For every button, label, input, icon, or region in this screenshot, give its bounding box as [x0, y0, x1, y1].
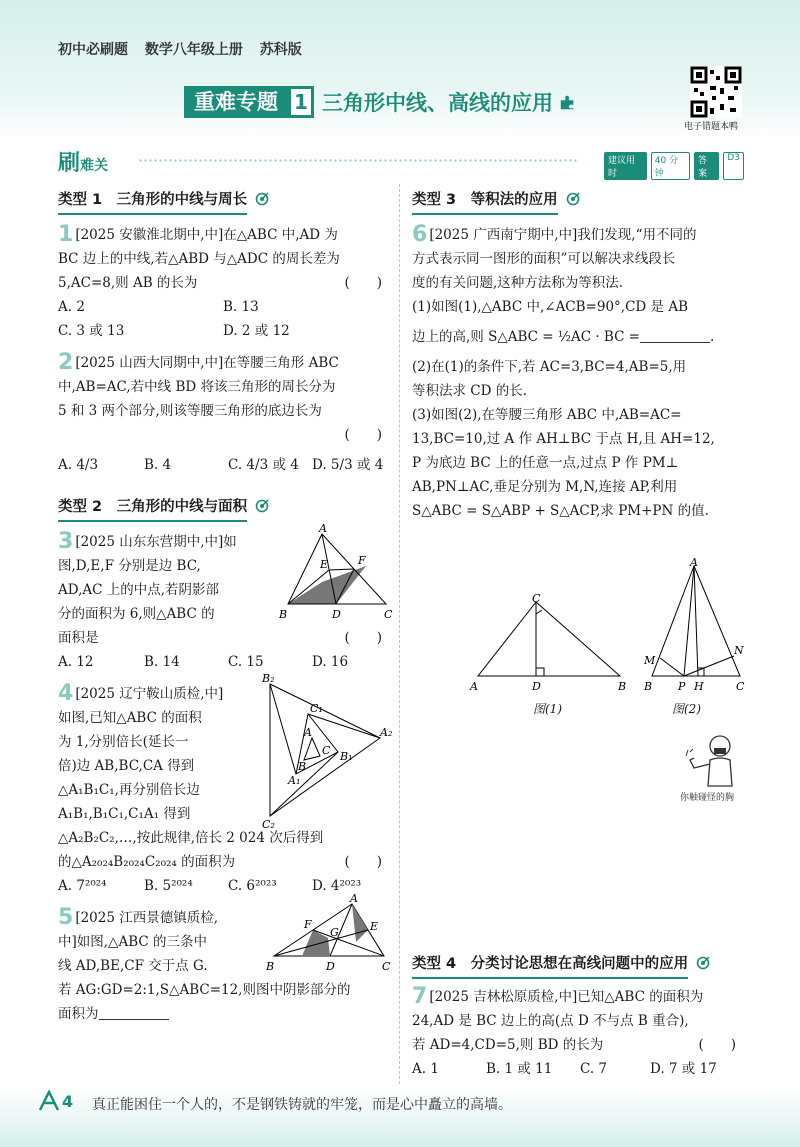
q2-option-a[interactable]: A. 4/3 [58, 457, 99, 473]
q7-option-a[interactable]: A. 1 [412, 1061, 439, 1077]
q1-option-b[interactable]: B. 13 [223, 299, 259, 315]
qr-label: 电子错题本鸭 [684, 122, 739, 132]
q4-label-a: A [304, 726, 312, 739]
fig2-label-p: P [678, 680, 686, 693]
question-7-number: 7 [412, 984, 428, 1009]
q1-option-d[interactable]: D. 2 或 12 [223, 323, 290, 339]
q3-line-2: 图,D,E,F 分别是边 BC, [58, 558, 201, 574]
q1-line-2: BC 边上的中线,若△ABD 与△ADC 的周长差为 [58, 251, 340, 267]
time-value: 40 分钟 [651, 152, 690, 180]
fig1-label-b: B [618, 680, 627, 693]
q3-answer-paren: ( ) [344, 630, 382, 646]
q6-line-1: [2025 广西南宁期中,中]我们发现,“用不同的 [429, 227, 697, 243]
q4-option-a[interactable]: A. 7²⁰²⁴ [58, 878, 107, 894]
q2-options [58, 453, 392, 477]
fig2-label-a: A [690, 556, 698, 569]
q4-label-c2: C₂ [262, 818, 275, 831]
footer-logo-icon [38, 1090, 60, 1112]
q4-label-c: C [322, 744, 331, 757]
q4-line-1: [2025 辽宁鞍山质检,中] [75, 686, 224, 702]
q3-option-a[interactable]: A. 12 [58, 654, 94, 670]
q3-option-d[interactable]: D. 16 [312, 654, 349, 670]
q5-label-b: B [266, 960, 275, 973]
q3-label-e: E [320, 558, 329, 571]
target-icon [255, 192, 269, 206]
question-1-number: 1 [58, 222, 74, 247]
q2-line-2: 中,AB=AC,若中线 BD 将该三角形的周长分为 [58, 379, 336, 395]
q5-line-1: [2025 江西景德镇质检, [75, 910, 219, 926]
question-4 [58, 672, 393, 898]
q7-answer-paren: ( ) [698, 1037, 736, 1053]
answer-label: 答案 [694, 152, 719, 180]
q1-option-a[interactable]: A. 2 [58, 299, 85, 315]
book-header [58, 39, 314, 59]
q1-line-1: [2025 安徽淮北期中,中]在△ABC 中,AD 为 [75, 227, 338, 243]
q6-figure-1 [468, 592, 630, 696]
q7-option-c[interactable]: C. 7 [580, 1061, 608, 1077]
section-3-title [412, 188, 746, 215]
fig2-caption: 图(2) [672, 702, 701, 716]
q3-label-d: D [332, 608, 341, 621]
q5-figure [266, 892, 392, 980]
target-icon [566, 192, 580, 206]
q3-option-c[interactable]: C. 15 [228, 654, 264, 670]
q4-label-b: B [298, 760, 307, 773]
q5-line-2: 中]如图,△ABC 的三条中 [58, 934, 207, 950]
q6-part-3-line-5: S△ABC = S△ABP + S△ACP,求 PM+PN 的值. [412, 503, 709, 519]
q6-part-3-line-2: 13,BC=10,过 A 作 AH⊥BC 于点 H,且 AH=12, [412, 431, 715, 447]
q3-line-3: AD,AC 上的中点,若阴影部 [58, 582, 220, 598]
fig1-label-d: D [532, 680, 541, 693]
q3-option-b[interactable]: B. 14 [144, 654, 180, 670]
q3-line-1: [2025 山东东营期中,中]如 [75, 534, 237, 550]
fig2-label-h: H [694, 680, 704, 693]
brush-small: 难关 [80, 158, 109, 174]
fig1-label-a: A [470, 680, 478, 693]
question-5 [58, 892, 392, 1026]
subject-name: 数学八年级上册 [144, 42, 243, 58]
question-6-number: 6 [412, 222, 428, 247]
q2-option-b[interactable]: B. 4 [144, 457, 172, 473]
q5-label-a: A [350, 892, 358, 905]
q3-line-4: 分的面积为 6,则△ABC 的 [58, 606, 215, 622]
q4-option-d[interactable]: D. 4²⁰²³ [312, 878, 362, 894]
page-number: 4 [62, 1092, 74, 1111]
thumbs-up-doodle-icon [676, 730, 746, 788]
q5-line-3: 线 AD,BE,CF 交于点 G. [58, 958, 208, 974]
q2-option-d[interactable]: D. 5/3 或 4 [312, 457, 384, 473]
q6-answer-blank[interactable] [640, 329, 710, 343]
doodle-label: 你触碰怪的胸 [680, 793, 735, 803]
q1-options [58, 295, 392, 319]
q3-label-a: A [319, 522, 327, 535]
time-label: 建议用时 [604, 152, 647, 180]
q5-line-4: 若 AG:GD=2:1,S△ABC=12,则图中阴影部分的 [58, 982, 351, 998]
q2-line-3: 5 和 3 两个部分,则该等腰三角形的底边长为 [58, 403, 322, 419]
right-column [412, 188, 746, 523]
column-divider [399, 184, 400, 1084]
q7-line-1: [2025 吉林松原质检,中]已知△ABC 的面积为 [429, 989, 704, 1005]
q4-line-8: 的△A₂₀₂₄B₂₀₂₄C₂₀₂₄ 的面积为 [58, 854, 236, 870]
q4-line-7: △A₂B₂C₂,…,按此规律,倍长 2 024 次后得到 [58, 830, 324, 846]
section-1-label: 类型 1 三角形的中线与周长 [58, 188, 247, 215]
dotted-divider [138, 158, 578, 164]
q4-line-6: A₁B₁,B₁C₁,C₁A₁ 得到 [58, 806, 191, 822]
target-icon [255, 499, 269, 513]
q5-answer-blank[interactable] [99, 1006, 169, 1020]
q3-label-c: C [384, 608, 393, 621]
qr-code-icon[interactable] [690, 66, 742, 118]
question-7 [412, 985, 746, 1081]
q3-line-5: 面积是 [58, 630, 99, 646]
q6-figure-2 [640, 558, 750, 698]
q7-options [412, 1057, 746, 1081]
brush-title [58, 146, 108, 177]
q6-line-3: 度的有关问题,这种方法称为等积法. [412, 275, 624, 291]
q4-line-2: 如图,已知△ABC 的面积 [58, 710, 202, 726]
q7-line-3: 若 AD=4,CD=5,则 BD 的长为 [412, 1037, 604, 1053]
question-2-number: 2 [58, 350, 74, 375]
q6-line-2: 方式表示同一图形的面积”可以解决求线段长 [412, 251, 676, 267]
q6-part-3-line-4: AB,PN⊥AC,垂足分别为 M,N,连接 AP,利用 [412, 479, 678, 495]
title-left: 重难专题 [184, 86, 288, 118]
fig2-label-c: C [736, 680, 745, 693]
question-3-number: 3 [58, 529, 74, 554]
q6-part-2-line-1: (2)在(1)的条件下,若 AC=3,BC=4,AB=5,用 [412, 359, 687, 375]
q4-answer-paren: ( ) [344, 854, 382, 870]
fig2-label-b: B [644, 680, 653, 693]
q5-label-c: C [382, 960, 391, 973]
q4-options [58, 874, 392, 898]
q3-options [58, 650, 392, 674]
section-2-title [58, 495, 392, 522]
q4-option-b[interactable]: B. 5²⁰²⁴ [144, 878, 193, 894]
q4-label-b2: B₂ [262, 672, 275, 685]
q3-figure [276, 522, 396, 626]
q2-option-c[interactable]: C. 4/3 或 4 [228, 457, 299, 473]
q2-answer-paren: ( ) [344, 427, 382, 443]
section-1-title [58, 188, 392, 215]
q4-label-c1: C₁ [310, 702, 323, 715]
puzzle-icon [559, 93, 577, 111]
brush-row [58, 146, 744, 179]
q5-label-d: D [326, 960, 335, 973]
fig1-caption: 图(1) [533, 702, 562, 716]
section-4-label: 类型 4 分类讨论思想在高线问题中的应用 [412, 952, 688, 979]
fig2-label-n: N [734, 644, 744, 657]
section-4-title [412, 952, 746, 979]
time-tags [604, 152, 744, 180]
q2-line-1: [2025 山西大同期中,中]在等腰三角形 ABC [75, 355, 339, 371]
target-icon [696, 956, 710, 970]
question-5-number: 5 [58, 905, 74, 930]
q7-option-b[interactable]: B. 1 或 11 [486, 1061, 553, 1077]
q7-line-2: 24,AD 是 BC 边上的高(点 D 不与点 B 重合), [412, 1013, 689, 1029]
section-3-label: 类型 3 等积法的应用 [412, 188, 558, 215]
q6-part-3-line-3: P 为底边 BC 上的任意一点,过点 P 作 PM⊥ [412, 455, 679, 471]
q4-line-5: △A₁B₁C₁,再分别倍长边 [58, 782, 200, 798]
q1-answer-paren: ( ) [344, 275, 382, 291]
q4-label-a2: A₂ [380, 726, 393, 739]
answer-page: D3 [723, 152, 744, 180]
q1-line-3: 5,AC=8,则 AB 的长为 [58, 275, 198, 291]
q1-options-row2 [58, 319, 392, 343]
q5-line-5: 面积为 [58, 1006, 99, 1022]
q5-label-f: F [304, 918, 312, 931]
q3-label-b: B [279, 608, 288, 621]
q7-option-d[interactable]: D. 7 或 17 [650, 1061, 717, 1077]
question-1 [58, 223, 392, 343]
q4-option-c[interactable]: C. 6²⁰²³ [228, 878, 277, 894]
q6-part-2-line-2: 等积法求 CD 的长. [412, 383, 528, 399]
q4-figure [256, 672, 393, 831]
series-name: 初中必刷题 [58, 42, 128, 58]
left-column [58, 188, 392, 1026]
page-title [184, 84, 577, 120]
fig2-label-m: M [644, 654, 656, 667]
question-2 [58, 351, 392, 477]
q5-label-e: E [370, 920, 379, 933]
brush-big: 刷 [58, 151, 81, 176]
q4-line-3: 为 1,分别倍长(延长一 [58, 734, 189, 750]
q5-label-g: G [330, 926, 339, 939]
question-4-number: 4 [58, 681, 74, 706]
title-number: 1 [288, 86, 314, 118]
footer-quote: 真正能困住一个人的，不是钢铁铸就的牢笼，而是心中矗立的高墙。 [92, 1097, 512, 1113]
title-right: 三角形中线、高线的应用 [322, 91, 553, 115]
q4-label-b1: B₁ [340, 750, 353, 763]
q6-part-1a: (1)如图(1),△ABC 中,∠ACB=90°,CD 是 AB [412, 299, 688, 315]
q4-line-4: 倍)边 AB,BC,CA 得到 [58, 758, 195, 774]
question-6: 6 [2025 广西南宁期中,中]我们发现,“用不同的 方式表示同一图形的面积”可以解决求线段长 度的有关问题,这种方法称为等积法. (1)如图(1),△ABC 中,∠ACB=90°,CD 是 AB 边上的高,则 S△ABC = ½AC · BC = . (2)在(1)的条件下,若 AC=3,BC=4,AB=5,用 等积法求 CD 的长. (3)如图(2),在等腰三角形 ABC 中,AB=AC= 13,BC=10,过 A 作 AH⊥BC 于点 H,且 AH=12, P 为底边 BC 上的任意一点,过点 P 作 PM⊥ AB,PN⊥AC,垂足分别为 M,N,连接 AP,利用 S△ABC = S△ABP + S△ACP,求 PM+PN 的值. [412, 223, 746, 523]
right-column-bottom [412, 952, 746, 1081]
q4-label-a1: A₁ [288, 774, 301, 787]
edition-name: 苏科版 [259, 42, 302, 58]
section-2-label: 类型 2 三角形的中线与面积 [58, 495, 247, 522]
q1-option-c[interactable]: C. 3 或 13 [58, 323, 125, 339]
q3-label-f: F [358, 554, 366, 567]
fig1-label-c: C [532, 592, 541, 605]
question-3 [58, 522, 393, 674]
q6-part-3-line-1: (3)如图(2),在等腰三角形 ABC 中,AB=AC= [412, 407, 682, 423]
q6-part-1b: 边上的高,则 S△ABC = ½AC · BC = [412, 329, 640, 345]
